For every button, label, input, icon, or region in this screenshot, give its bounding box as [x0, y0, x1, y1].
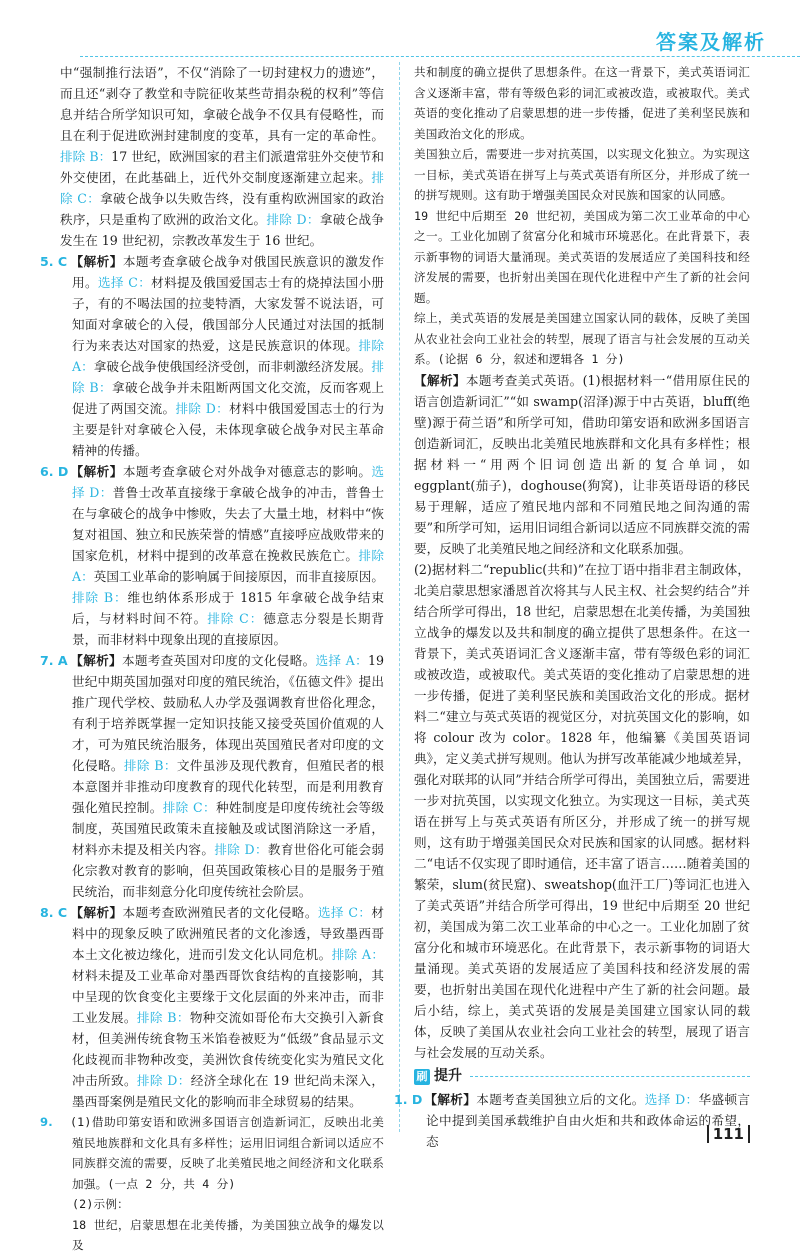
header-title: 答案及解析	[656, 30, 766, 54]
question-number: 7. A	[40, 653, 68, 668]
analysis-tag: 【解析】	[70, 653, 122, 668]
choice-label: 选择 C：	[317, 905, 372, 920]
analysis-text: 本题考查英国对印度的文化侵略。	[121, 653, 316, 668]
exclude-label: 排除 A：	[72, 338, 385, 374]
exclude-c-label: 排除 C：	[60, 170, 384, 206]
question-number: 5. C	[40, 254, 68, 269]
exclude-label: 排除 D：	[175, 401, 230, 416]
exclude-label: 排除 A：	[72, 548, 385, 584]
analysis-text: 材料未提及工业革命对墨西哥饮食结构的直接影响，其中呈现的饮食变化主要缘于文化层面的外来冲击，而非工业发展。	[72, 968, 384, 1025]
exclude-label: 排除 C：	[207, 611, 264, 626]
analysis-text: 材料提及俄国爱国志士有的烧掉法国小册子，有的不喝法国的拉斐特酒，大家发誓不说法语，可知面对拿破仑的入侵，俄国部分人民通过对法国的抵制行为来表达对国家的热爱，这是民族意识的体现。	[72, 275, 385, 353]
analysis-text: 德意志分裂是长期背景，而非材料中现象出现的直接原因。	[72, 611, 385, 647]
answer-6	[40, 461, 385, 650]
exclude-label: 排除 D：	[214, 842, 268, 857]
intro-text: 17 世纪，欧洲国家的君主们派遣常驻外交使节和外交使团，在此基础上，近代外交制度逐渐建立起来。	[60, 149, 384, 185]
exclude-label: 排除 B：	[72, 590, 128, 605]
left-column	[40, 62, 385, 1256]
handwritten-answer: 18 世纪，启蒙思想在北美传播，为美国独立战争的爆发以及	[72, 1217, 384, 1252]
answer-text: (1)借助印第安语和欧洲多国语言创造新词汇，反映出北美殖民地族群和文化具有多样性；运用旧词组合新词以适应不同族群交流的需要，反映了北美殖民地之间经济和文化联系加强。(一点 2 分，共 4 分)	[70, 1115, 384, 1191]
exclude-label: 排除 B：	[136, 1010, 190, 1025]
analysis-tag: 【解析】	[70, 254, 123, 269]
question-number: 9.	[40, 1115, 53, 1129]
analysis-tag: 【解析】	[70, 464, 123, 479]
section-header-improve	[414, 1067, 750, 1087]
handwritten-answer	[40, 1112, 384, 1194]
analysis-text: 19 世纪中期英国加强对印度的殖民统治，《伍德文件》提出推广现代学校、鼓励私人办学及强调教育世俗化理念，有利于培养既掌握一定知识技能又接受英国价值观的人才，可为殖民统治服务，体现出英国殖民者对印度的文化侵略。	[72, 653, 385, 773]
handwritten-answer: (2)示例：	[72, 1197, 129, 1211]
analysis-tag: 【解析】	[70, 905, 123, 920]
analysis-text: 经济全球化在 19 世纪尚未深入，墨西哥案例是殖民文化的影响而非全球贸易的结果。	[72, 1073, 384, 1109]
analysis-text: 拿破仑战争使俄国经济受创，而非刺激经济发展。	[93, 359, 372, 374]
answer-8	[40, 902, 385, 1112]
intro-paragraph	[60, 62, 384, 251]
analysis-text: 教育世俗化可能会弱化宗教对教育的影响，但英国政策核心目的是服务于殖民统治，而非刻意分化印度传统社会阶层。	[72, 842, 385, 899]
analysis-paragraph: (2)据材料二“republic(共和)”在拉丁语中指非君主制政体，北美启蒙思想家潘恩首次将其与人民主权、社会契约结合”并结合所学可得出，18 世纪，启蒙思想在北美传播，为美国独立战争的爆发以及共和制度的确立提供了思想条件。在这一背景下，美式英语词汇含义逐渐丰富，带有等级色彩的词汇或被改造，或被取代。美式英语的变化推动了启蒙思想的进一步传播，促进了美利坚民族和美国政治文化的形成。据材料二“建立与英式英语的视觉区分，对抗英国文化的影响，如将 colour 改为 color。1828 年，他编纂《美国英语词典》，定义美式拼写规则。他认为拼写改革能减少地域差异，强化对联邦的认同”并结合所学可得出，美国独立后，需要进一步对抗英国，以实现文化独立。为实现这一目标，美式英语在拼写上与英式英语有所区分，并形成了统一的拼写规则，这有助于增强美国民众对民族和国家的认同感。据材料二“电话不仅实现了即时通信，还丰富了语言……随着美国的繁荣，slum(贫民窟)、sweatshop(血汗工厂)等词汇也进入了美式英语”并结合所学可得出，19 世纪中后期至 20 世纪初，美国成为第二次工业革命的中心之一。工业化加剧了贫富分化和城市环境恶化。在此背景下，表示新事物的词语大量涌现。美式英语的发展适应了美国科技和经济发展的需要，也折射出美国在现代化进程中产生了新的社会问题。最后小结，综上，美式英语的发展是美国建立国家认同的载体，反映了美国从农业社会向工业社会的转型，展现了语言与社会发展的互动关系。	[414, 561, 750, 1060]
question-number: 6. D	[40, 464, 69, 479]
answer-5	[40, 251, 385, 461]
analysis-text: 华盛顿言论中提到美国承载维护自由火炬和共和政体命运的希望，态	[426, 1091, 751, 1149]
intro-text: 拿破仑战争发生在 19 世纪初，宗教改革发生于 16 世纪。	[60, 212, 385, 248]
exclude-label: 排除 D：	[136, 1073, 191, 1088]
exclude-d-label: 排除 D：	[266, 212, 320, 227]
analysis-text: 普鲁士改革直接缘于拿破仑战争的冲击，普鲁士在与拿破仑的战争中惨败，失去了大量土地，材料中“恢复对祖国、独立和民族荣誉的情感”直接呼应战败带来的国家危机，材料中提到的改革意在挽救民族危亡。	[72, 485, 385, 563]
analysis-text: 本题考查拿破仑战争对俄国民族意识的激发作用。	[72, 254, 385, 290]
section-divider	[470, 1076, 750, 1077]
analysis-tag: 【解析】	[424, 1091, 477, 1107]
intro-text: 拿破仑战争以失败告终，没有重构欧洲国家的政治秩序，只是重构了欧洲的政治文化。	[60, 191, 384, 227]
analysis-text: 物种交流如哥伦布大交换引入新食材，但美洲传统食物玉米馅卷被贬为“低级”食品显示文化歧视而非物种改变，美洲饮食传统变化实为殖民文化冲击所致。	[72, 1010, 385, 1088]
page-header	[0, 0, 800, 58]
answer-9	[40, 1112, 384, 1256]
header-divider	[80, 56, 800, 58]
choice-label: 选择 D：	[644, 1091, 699, 1107]
question-number: 8. C	[40, 905, 68, 920]
handwritten-answer: 19 世纪中后期至 20 世纪初，美国成为第二次工业革命的中心之一。工业化加剧了贫富分化和城市环境恶化。在此背景下，表示新事物的词语大量涌现。美式英语的发展适应了美国科技和经济发展的需要，也折射出美国在现代化进程中产生了新的社会问题。	[414, 208, 750, 305]
answer-7	[40, 650, 385, 902]
right-column	[394, 62, 751, 1152]
analysis-text: 材料中俄国爱国志士的行为主要是针对拿破仑入侵，未体现拿破仑战争对民主革命精神的传播。	[72, 401, 385, 458]
analysis-text: 本题考查美国独立后的文化。	[476, 1091, 645, 1107]
exclude-label: 排除 B：	[123, 758, 177, 773]
brush-icon: 刷	[414, 1069, 430, 1085]
analysis-text: 维也纳体系形成于 1815 年拿破仑战争结束后，与材料时间不符。	[72, 590, 384, 626]
analysis-tag: 【解析】	[414, 372, 466, 388]
analysis-text: 文件虽涉及现代教育，但殖民者的根本意图并非推动印度教育的现代化转型，而是利用教育强化殖民控制。	[72, 758, 385, 815]
page-number: 111	[707, 1125, 750, 1143]
column-divider	[399, 62, 400, 1132]
analysis-paragraph	[414, 370, 750, 559]
exclude-label: 排除 A：	[331, 947, 384, 962]
analysis-text: 本题考查拿破仑对外战争对德意志的影响。	[122, 464, 372, 479]
section-label: 提升	[434, 1068, 462, 1084]
answer-1	[394, 1089, 751, 1152]
analysis-text: 本题考查欧洲殖民者的文化侵略。	[122, 905, 318, 920]
intro-text: 中“强制推行法语”，不仅“消除了一切封建权力的遗迹”，而且还“剥夺了教堂和寺院征收某些苛捐杂税的权利”等信息并结合所学知识可知，拿破仑战争不仅具有侵略性，而且在利于促进欧洲封建制度的变革，具有一定的革命性。	[60, 65, 384, 143]
analysis-text: 材料中的现象反映了欧洲殖民者的文化渗透，导致墨西哥本土文化被边缘化，进而引发文化认同危机。	[72, 905, 384, 962]
choice-label: 选择 C：	[97, 275, 152, 290]
analysis-text: 拿破仑战争并未阻断两国文化交流，反而客观上促进了两国交流。	[72, 380, 385, 416]
choice-label: 选择 A：	[315, 653, 368, 668]
handwritten-answer: 美国独立后，需要进一步对抗英国，以实现文化独立。为实现这一目标，美式英语在拼写上与英式英语有所区分，并形成了统一的拼写规则。这有助于增强美国民众对民族和国家的认同感。	[414, 147, 750, 202]
analysis-text: 种姓制度是印度传统社会等级制度，英国殖民政策未直接触及或试图消除这一矛盾，材料亦未提及相关内容。	[72, 800, 385, 857]
choice-label: 选择 D：	[72, 464, 385, 500]
handwritten-answer: 综上，美式英语的发展是美国建立国家认同的载体，反映了美国从农业社会向工业社会的转型，展现了语言与社会发展的互动关系。(论据 6 分，叙述和逻辑各 1 分)	[414, 311, 750, 366]
exclude-label: 排除 C：	[162, 800, 216, 815]
analysis-text: 本题考查美式英语。(1)根据材料一“借用原住民的语言创造新词汇”“如 swamp(沼泽)源于中古英语，bluff(绝壁)源于荷兰语”和所学可知，借助印第安语和欧洲多国语言创造新词汇，反映出北美殖民地族群和文化具有多样性；根据材料一“用两个旧词创造出新的复合单词，如 eggplant(茄子)，doghouse(狗窝)，让非英语母语的移民易于理解，适应了殖民地内部和不同殖民地之间沟通的需要”和所学可知，运用旧词组合新词以适应不同族群交流的需要，反映了北美殖民地之间经济和文化联系加强。	[414, 372, 750, 556]
analysis-text: 英国工业革命的影响属于间接原因，而非直接原因。	[93, 569, 384, 584]
exclude-b-label: 排除 B：	[60, 149, 112, 164]
exclude-label: 排除 B：	[72, 359, 384, 395]
question-number: 1. D	[394, 1091, 423, 1107]
handwritten-answer: 共和制度的确立提供了思想条件。在这一背景下，美式英语词汇含义逐渐丰富，带有等级色彩的词汇或被改造，或被取代。美式英语的变化推动了启蒙思想的进一步传播，促进了美利坚民族和美国政治文化的形成。	[414, 65, 750, 141]
